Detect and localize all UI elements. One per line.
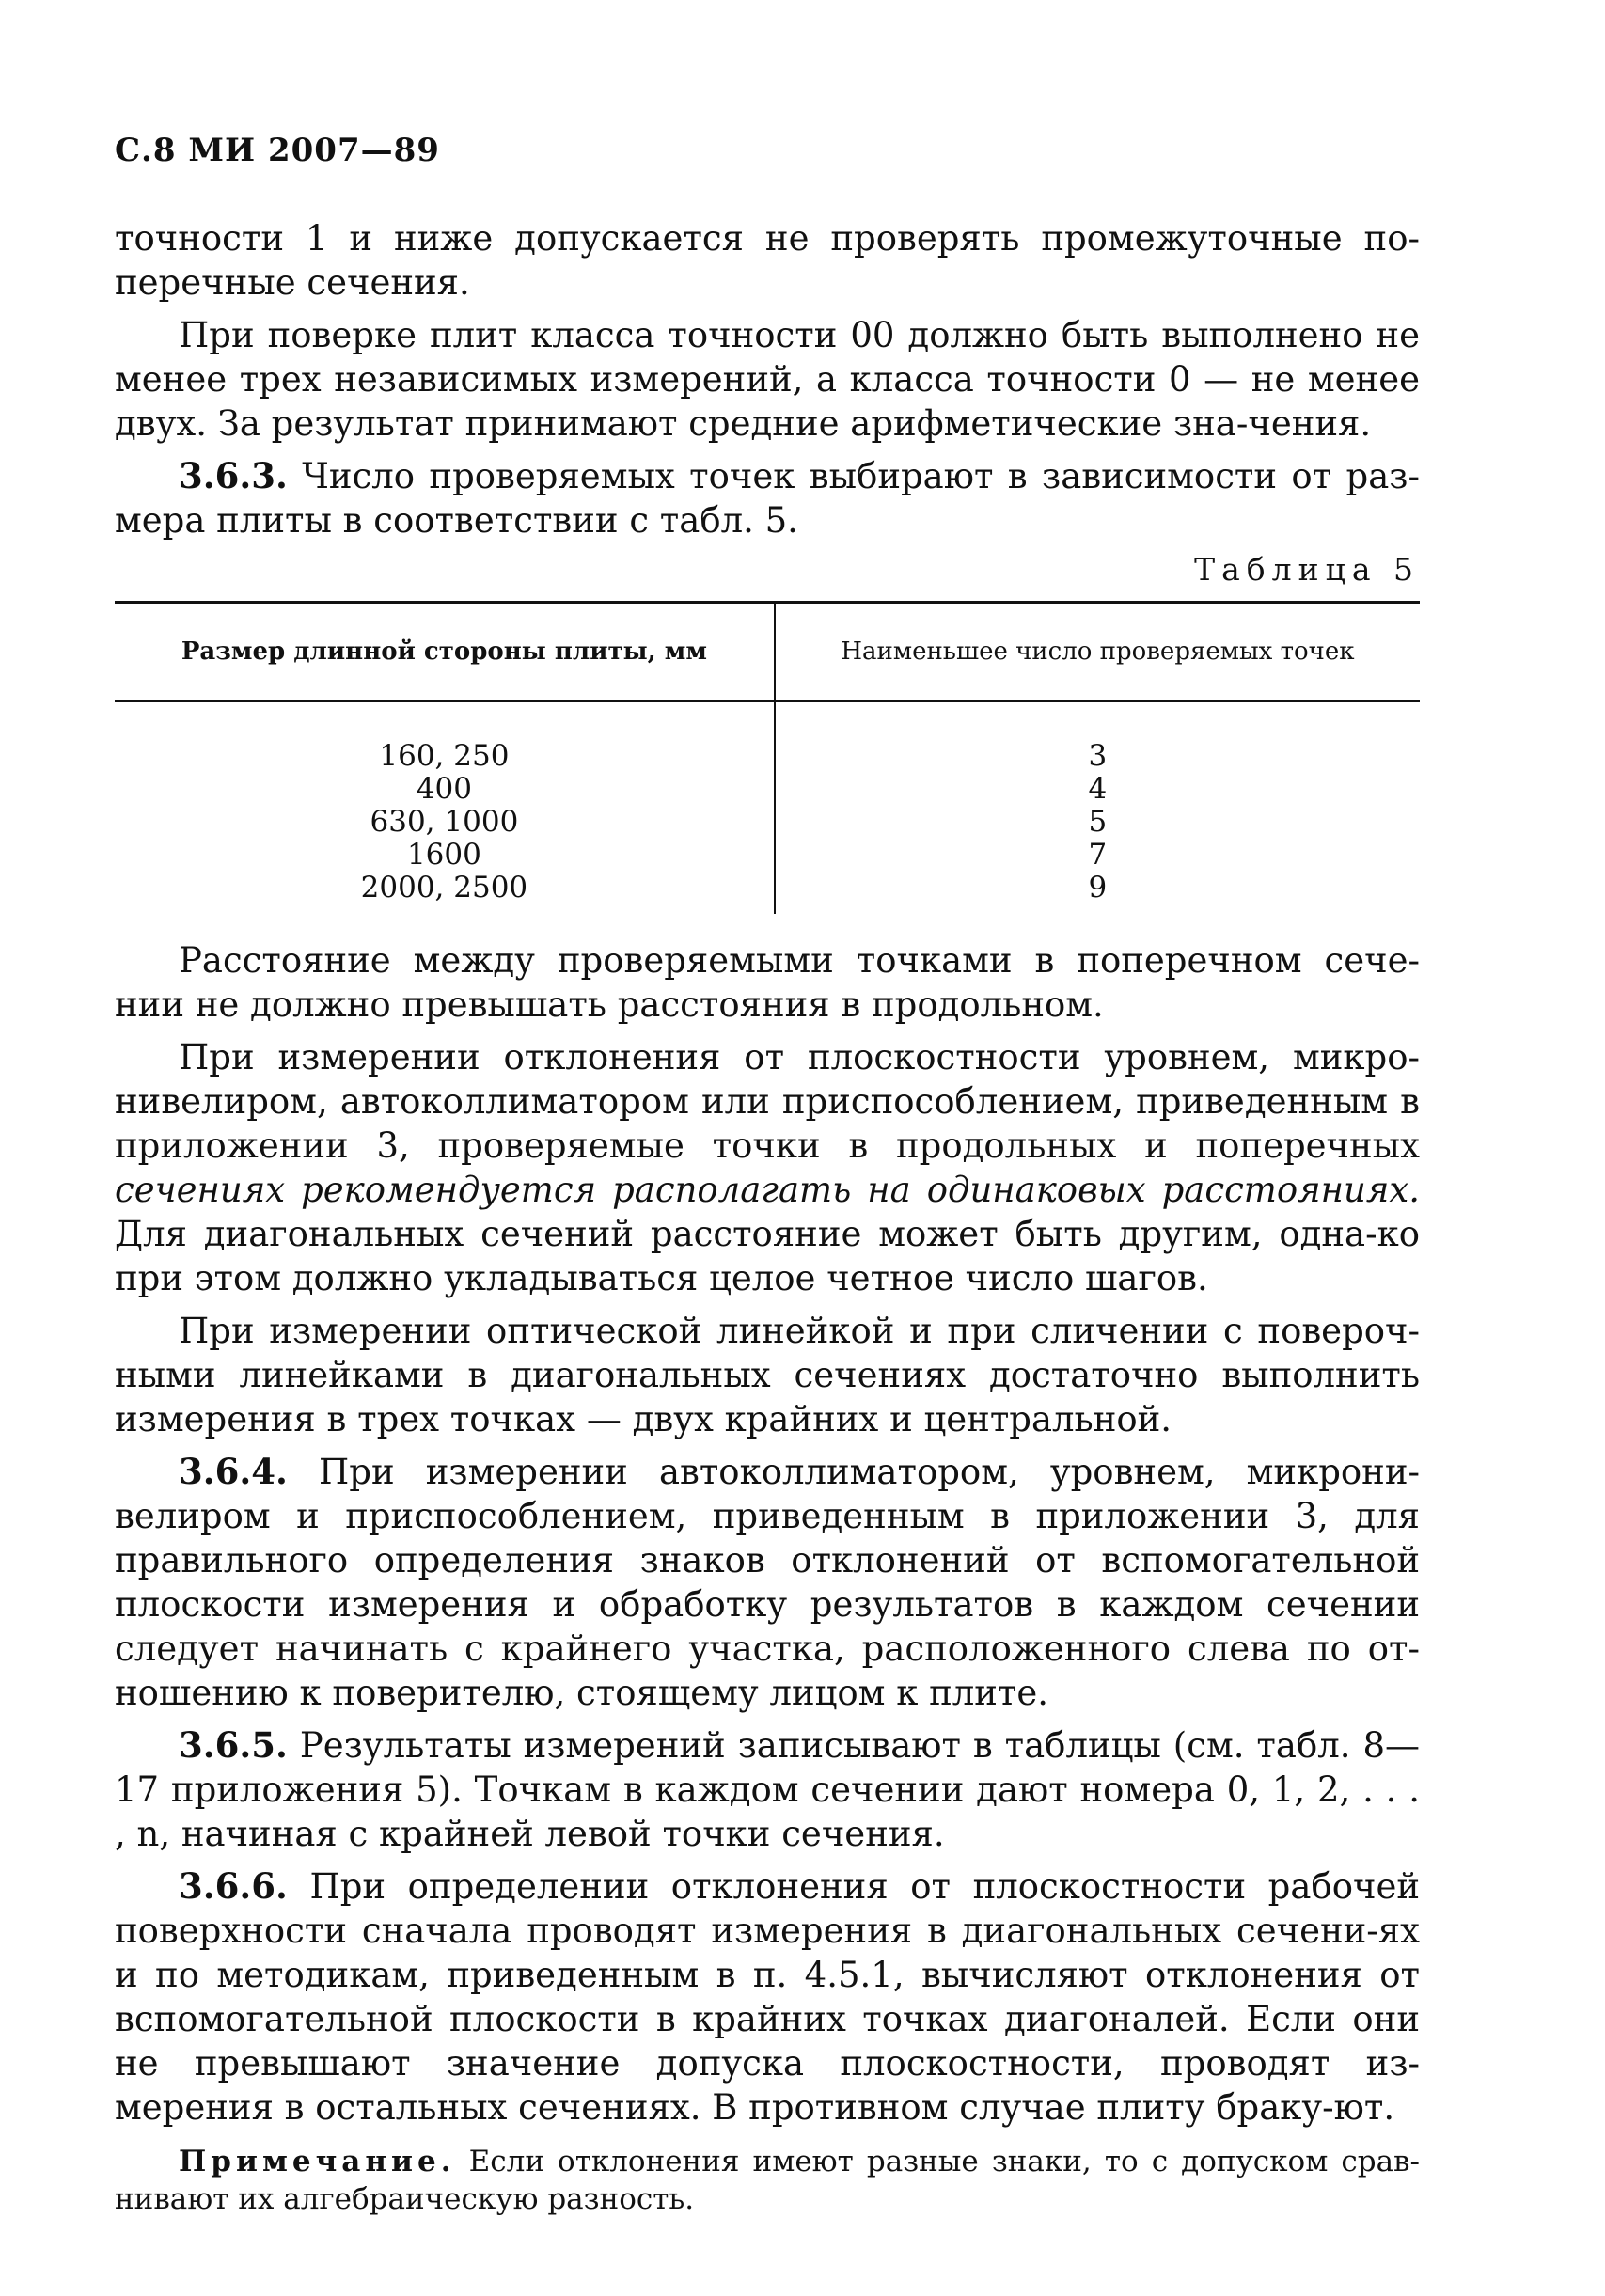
paragraph-3-6-5 [115, 1723, 1420, 1856]
table-row [115, 773, 1420, 806]
table-5 [115, 601, 1420, 914]
note-label: Примечание. [179, 2145, 456, 2178]
paragraph-3-6-6 [115, 1864, 1420, 2130]
clause-number: 3.6.3. [179, 455, 288, 496]
paragraph-cross-section-distance: Расстояние между проверяемыми точками в поперечном сече-нии не должно превышать расстояния в продольном. [115, 940, 1420, 1025]
paragraph-continuation: точности 1 и ниже допускается не проверять промежуточные по-перечные сечения. [115, 218, 1420, 303]
table-cell-points: 3 [1088, 739, 1108, 773]
table-cell-points: 4 [1088, 772, 1108, 806]
document-body [115, 216, 1420, 2218]
note [115, 2143, 1420, 2218]
table-cell-points: 9 [1088, 871, 1108, 904]
paragraph-verification-accuracy: При поверке плит класса точности 00 должно быть выполнено не менее трех независимых измерений, а класса точности 0 — не менее двух. За результат принимают средние арифметические зна-чения. [115, 315, 1420, 444]
clause-text: Число проверяемых точек выбирают в зависимости от раз-мера плиты в соответствии с табл. 5. [115, 456, 1420, 541]
paragraph-3-6-3 [115, 454, 1420, 543]
table-header-plate-size: Размер длинной стороны плиты, мм [115, 603, 775, 701]
table-cell-size: 160, 250 [115, 701, 775, 774]
clause-text: При измерении автоколлиматором, уровнем, микрони-велиром и приспособлением, приведенным в приложении 3, для правильного определения знаков отклонений от вспомогательной плоскости измерения и обработку результатов в каждом сечении следует начинать с крайнего участка, расположенного слева по от-ношению к поверителю, стоящему лицом к плите. [115, 1452, 1420, 1713]
clause-number: 3.6.6. [179, 1865, 288, 1907]
clause-text: При определении отклонения от плоскостности рабочей поверхности сначала проводят измерения в диагональных сечени-ях и по методикам, приведенным в п. 4.5.1, вычисляют отклонения от вспомогательной плоскости в крайних точках диагоналей. Если они не превышают значение допуска плоскостности, проводят из-мерения в остальных сечениях. В противном случае плиту браку-ют. [115, 1866, 1420, 2128]
note-text: Если отклонения имеют разные знаки, то с допуском срав-нивают их алгебраическую разность. [115, 2145, 1420, 2216]
page-header: С.8 МИ 2007—89 [115, 132, 440, 169]
text-run: Для диагональных сечений расстояние может быть другим, одна-ко при этом должно укладываться целое четное число шагов. [115, 1214, 1420, 1298]
table-cell-size: 630, 1000 [115, 806, 775, 839]
table-row [115, 701, 1420, 774]
paragraph-optical-ruler: При измерении оптической линейкой и при сличении с повероч-ными линейками в диагональных сечениях достаточно выполнить измерения в трех точках — двух крайних и центральной. [115, 1311, 1420, 1439]
table-row [115, 806, 1420, 839]
table-caption: Таблица 5 [1194, 551, 1420, 588]
clause-number: 3.6.4. [179, 1451, 288, 1492]
table-row [115, 872, 1420, 914]
clause-text: Результаты измерений записывают в таблицы (см. табл. 8—17 приложения 5). Точкам в каждом сечении дают номера 0, 1, 2, . . . , n, начиная с крайней левой точки сечения. [115, 1725, 1420, 1854]
table-cell-points: 5 [1088, 805, 1108, 839]
table-header-point-count: Наименьшее число проверяемых точек [775, 603, 1420, 701]
paragraph-measurement-spacing [115, 1035, 1420, 1300]
paragraph-3-6-4 [115, 1450, 1420, 1715]
table-cell-size: 2000, 2500 [115, 872, 775, 914]
text-run: При измерении отклонения от плоскостности уровнем, микро-нивелиром, автоколлиматором или приспособлением, приведенным в приложении 3, проверяемые точки в продольных и поперечных [115, 1037, 1420, 1166]
table-cell-points: 7 [1088, 838, 1108, 872]
table-cell-size: 1600 [115, 839, 775, 872]
table-cell-size: 400 [115, 773, 775, 806]
clause-number: 3.6.5. [179, 1724, 288, 1766]
table-row [115, 839, 1420, 872]
text-run-italic: сечениях рекомендуется располагать на одинаковых расстояниях. [115, 1170, 1420, 1210]
